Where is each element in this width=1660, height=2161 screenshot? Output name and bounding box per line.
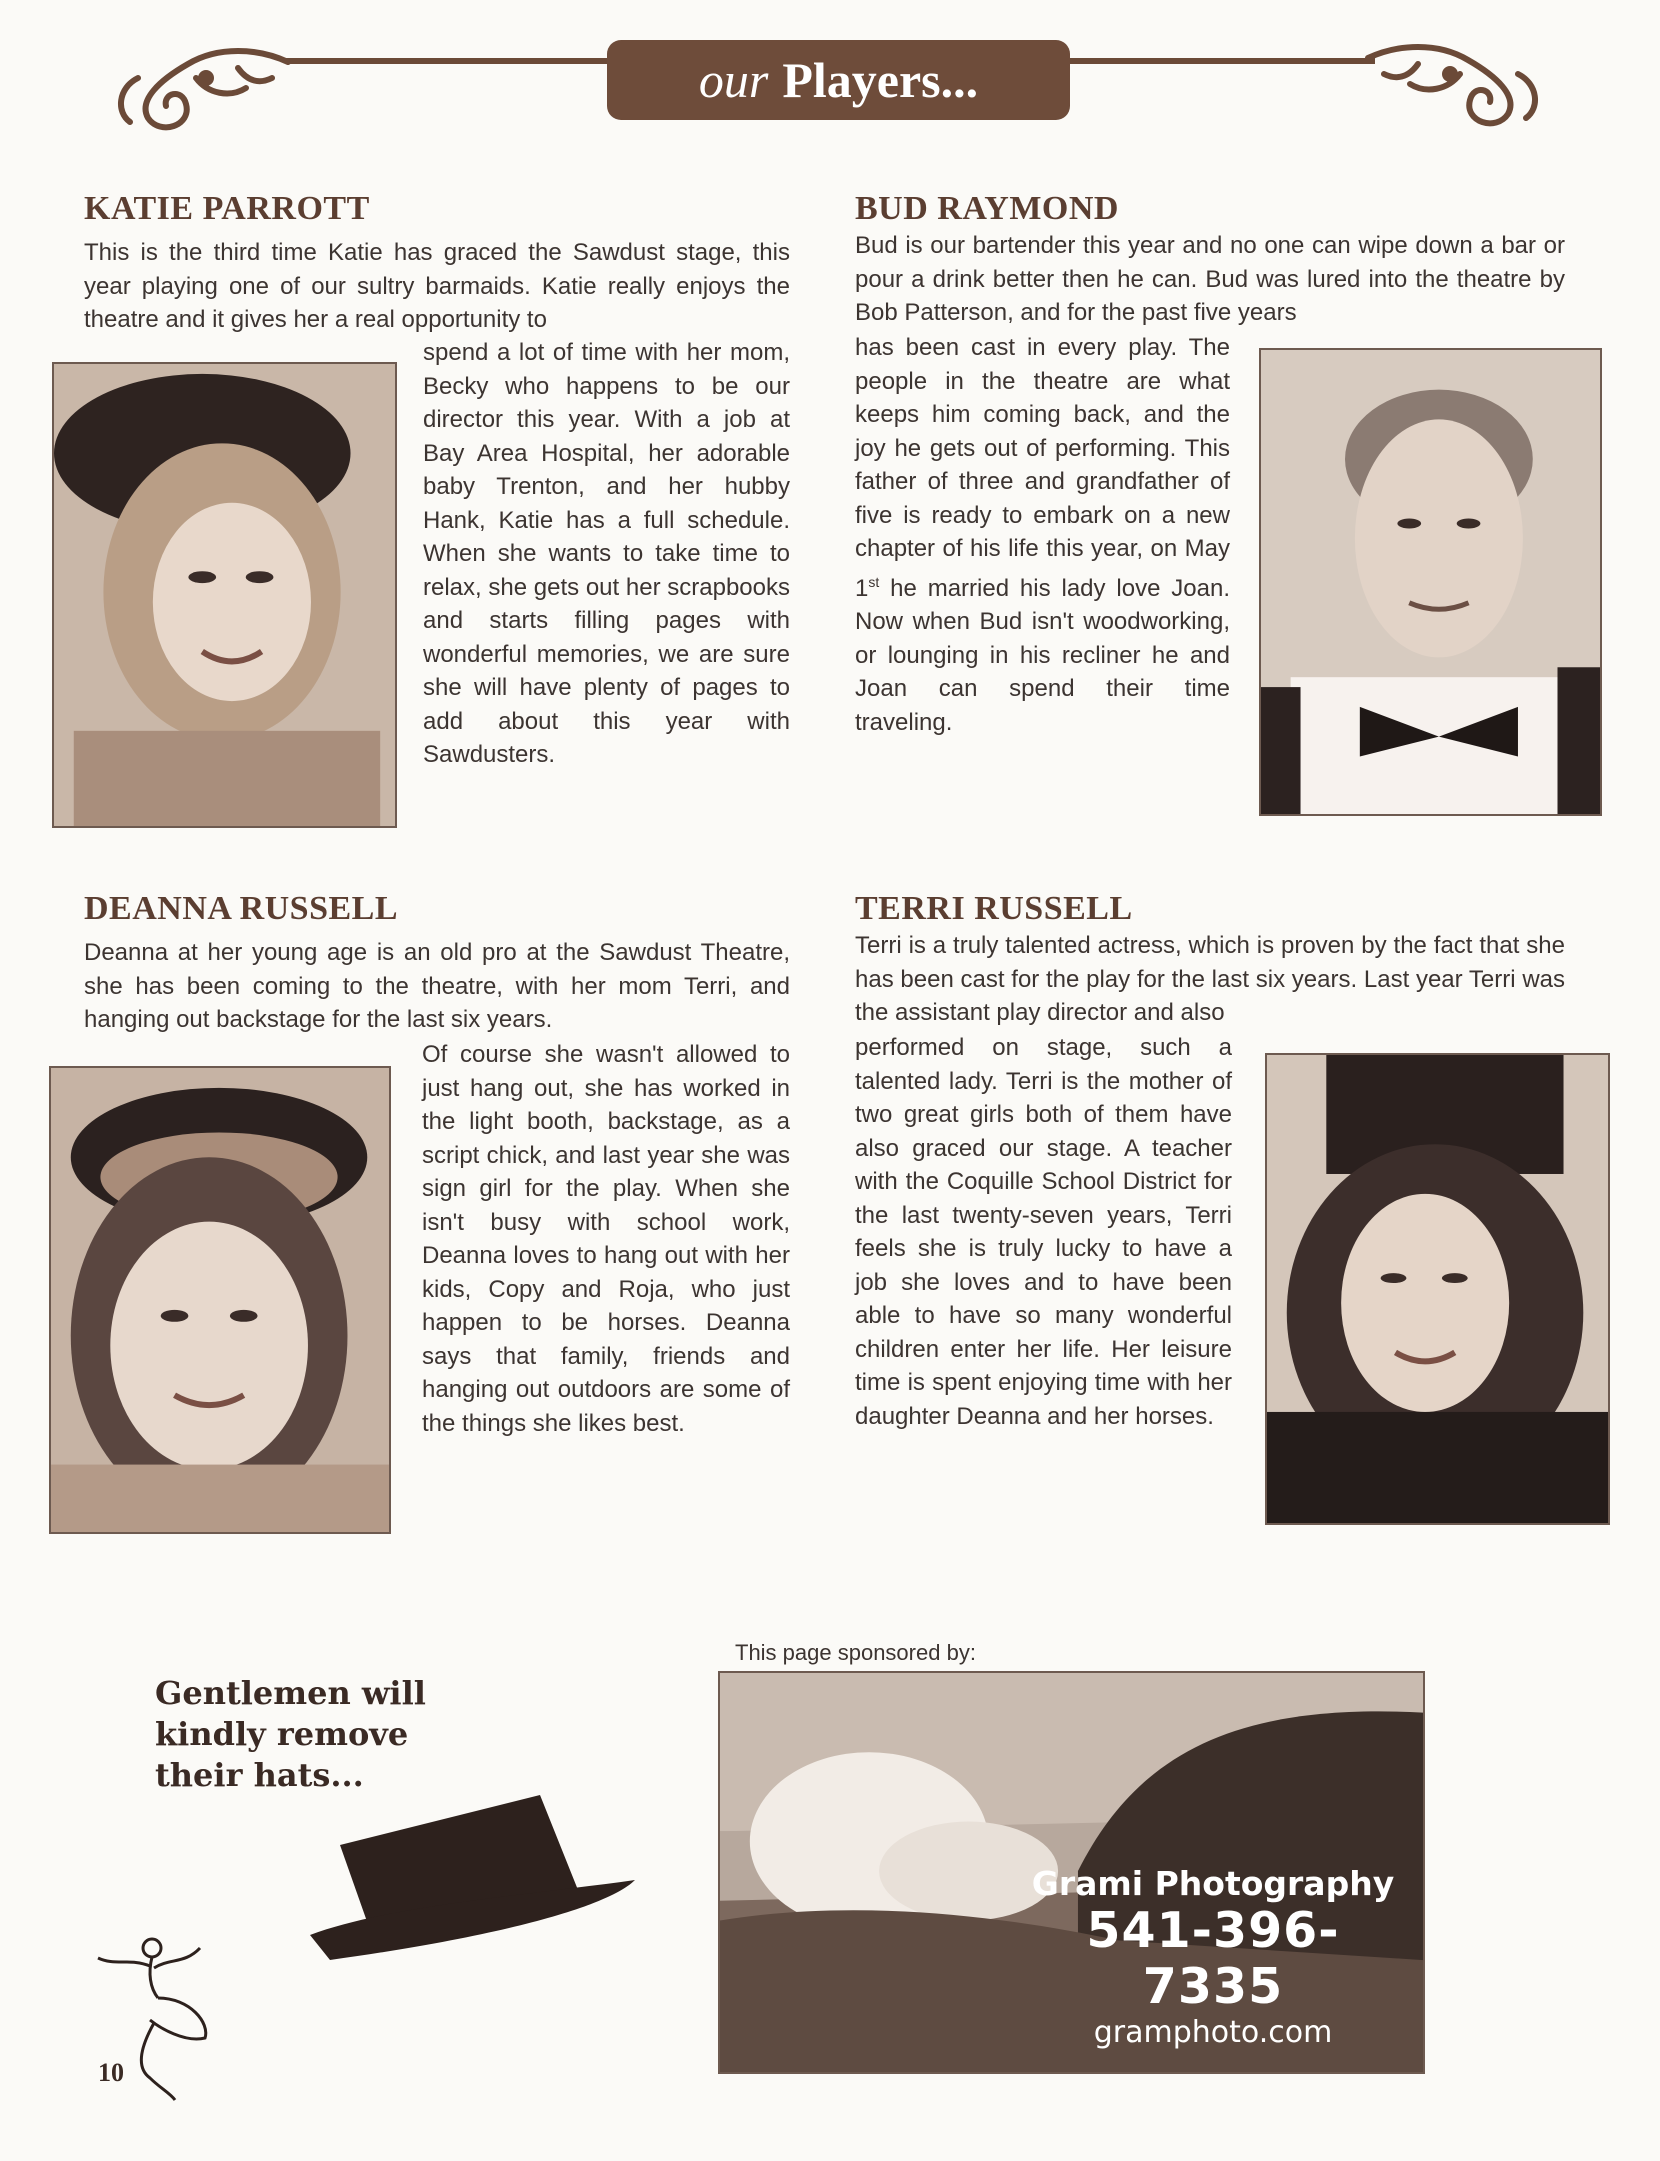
player-bio-bud-wrap-a: has been cast in every play. The people in the theatre are what keeps him coming back, and the joy he gets out of performing. This father of three and grandfather of five is ready to embark on a new chapter of his life this year, on May 1 [855,334,1230,602]
player-name-katie: KATIE PARROTT [84,190,370,227]
sponsor-label: This page sponsored by: [735,1640,976,1665]
header-rule-right [1060,58,1375,64]
player-photo-katie [52,362,397,828]
player-bio-katie-lead: This is the third time Katie has graced the Sawdust stage, this year playing one of our sultry barmaids. Katie really enjoys the theatre and it gives her a real opportunity to [84,239,790,333]
sponsor-company: Grami Photography [1031,1864,1395,1903]
page-title-prefix: our [698,52,769,108]
sponsor-phone: 541-396-7335 [1086,1902,1340,2015]
player-bio-bud-wrap [855,331,1230,739]
page-title-main: Players... [782,52,979,108]
flourish-right-icon [1358,34,1548,134]
page-number: 10 [98,2058,124,2087]
flourish-left-icon [108,38,298,138]
gentlemen-note-line-3: their hats... [155,1756,364,1794]
sponsor-ad-text [1023,1864,1403,2050]
player-bio-katie-wrap: spend a lot of time with her mom, Becky who happens to be our director this year. With a job at Bay Area Hospital, her adorable baby Trenton, and her hubby Hank, Katie has a full schedule. When she wants to take time to relax, she gets out her scrapbooks and starts filling pages with wonderful memories, we are sure she will have plenty of pages to add about this year with Sawdusters. [423,339,790,768]
player-name-terri: TERRI RUSSELL [855,890,1133,927]
player-bio-deanna-lead: Deanna at her young age is an old pro at the Sawdust Theatre, she has been coming to the theatre, with her mom Terri, and hanging out backstage for the last six years. [84,939,790,1033]
player-bio-bud-wrap-b: he married his lady love Joan. Now when Bud isn't woodworking, or lounging in his recliner he and Joan can spend their time traveling. [855,574,1230,736]
player-bio-terri-wrap: performed on stage, such a talented lady. Terri is the mother of two great girls both of them have also graced our stage. A teacher with the Coquille School District for the last twenty-seven years, Terri feels she is truly lucky to have a job she loves and to have been able to have so many wonderful children enter her life. Her leisure time is spent enjoying time with her daughter Deanna and her horses. [855,1034,1232,1430]
player-bio-bud-lead: Bud is our bartender this year and no one can wipe down a bar or pour a drink better then he can. Bud was lured into the theatre by Bob Patterson, and for the past five years [855,232,1565,326]
player-name-deanna: DEANNA RUSSELL [84,890,399,927]
player-photo-deanna [49,1066,391,1534]
header-rule-left [285,58,615,64]
player-bio-terri-lead: Terri is a truly talented actress, which is proven by the fact that she has been cast for the play for the last six years. Last year Terri was the assistant play director and also [855,932,1565,1026]
gentlemen-note [155,1673,426,1796]
page-title [607,40,1070,120]
player-photo-terri [1265,1053,1610,1525]
gentlemen-note-line-1: Gentlemen will [155,1674,426,1712]
sponsor-website: gramphoto.com [1093,2015,1333,2050]
top-hat-icon [310,1785,640,1970]
player-photo-bud [1259,348,1602,816]
sponsor-ad [718,1671,1425,2074]
player-name-bud: BUD RAYMOND [855,190,1119,227]
gentlemen-note-line-2: kindly remove [155,1715,409,1753]
player-bio-bud-sup: st [868,573,880,590]
player-bio-deanna-wrap: Of course she wasn't allowed to just hang out, she has worked in the light booth, backstage, as a script chick, and last year she was sign girl for the play. When she isn't busy with school work, Deanna loves to hang out with her kids, Copy and Roja, who just happen to be horses. Deanna says that family, friends and hanging out outdoors are some of the things she likes best. [422,1041,790,1437]
